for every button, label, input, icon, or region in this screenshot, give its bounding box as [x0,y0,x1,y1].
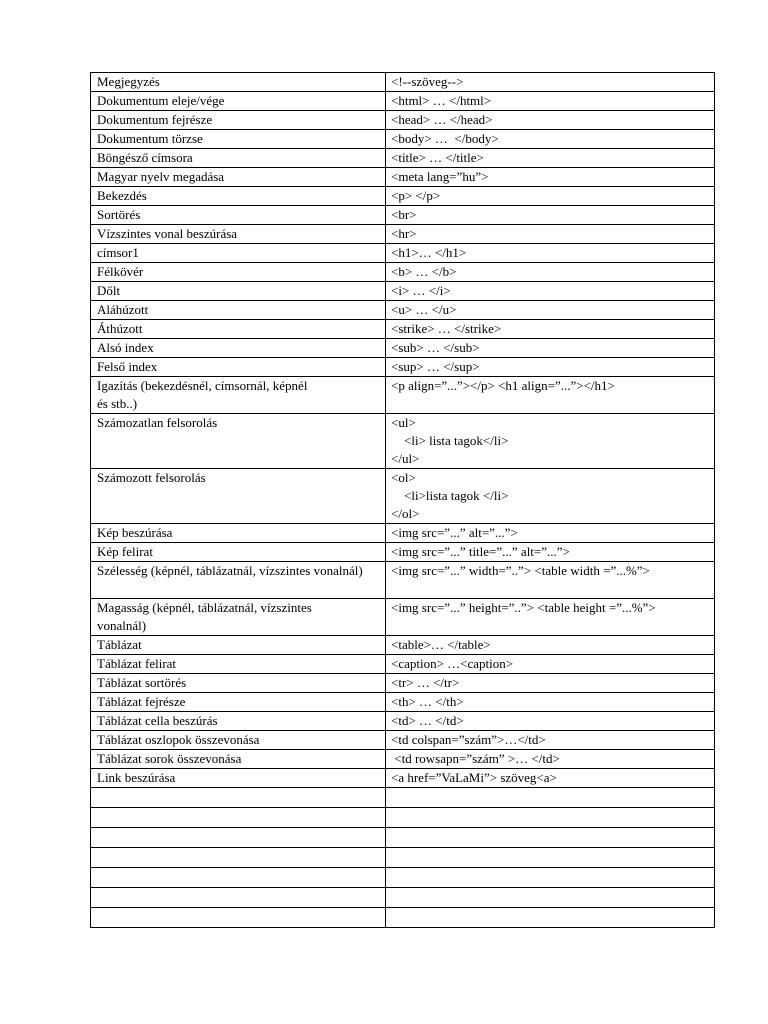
table-row [91,282,715,301]
html-tag-cell: <b> … </b> [386,263,715,282]
table-row [91,301,715,320]
table-row [91,543,715,562]
element-description-cell: Dőlt [91,282,386,301]
element-description-cell: Táblázat felirat [91,655,386,674]
html-tag-cell: <p align=”...”></p> <h1 align=”...”></h1> [386,377,715,414]
html-tag-cell: <hr> [386,225,715,244]
table-row [91,693,715,712]
element-description-cell: Magyar nyelv megadása [91,168,386,187]
html-tag-cell: <meta lang=”hu”> [386,168,715,187]
html-tag-cell: <p> </p> [386,187,715,206]
element-description-cell: Link beszúrása [91,769,386,788]
element-description-cell: Dokumentum eleje/vége [91,92,386,111]
html-tag-reference-table [90,72,715,928]
element-description-cell [91,888,386,908]
table-row [91,655,715,674]
element-description-cell: Igazítás (bekezdésnél, címsornál, képnél és stb..) [91,377,386,414]
element-description-cell: Aláhúzott [91,301,386,320]
element-description-cell: Szélesség (képnél, táblázatnál, vízszintes vonalnál) [91,562,386,599]
table-row [91,469,715,524]
table-row [91,712,715,731]
table-row [91,339,715,358]
element-description-cell: Sortörés [91,206,386,225]
element-description-cell: Áthúzott [91,320,386,339]
html-tag-cell [386,788,715,808]
table-body [91,73,715,928]
element-description-cell: Félkövér [91,263,386,282]
html-tag-cell: <title> … </title> [386,149,715,168]
element-description-cell: Táblázat sorok összevonása [91,750,386,769]
html-tag-cell: <ol> <li>lista tagok </li> </ol> [386,469,715,524]
table-row [91,206,715,225]
table-row [91,636,715,655]
element-description-cell: Táblázat cella beszúrás [91,712,386,731]
html-tag-cell [386,848,715,868]
element-description-cell: Táblázat [91,636,386,655]
html-tag-cell: <strike> … </strike> [386,320,715,339]
table-row [91,769,715,788]
html-tag-cell [386,868,715,888]
html-tag-cell: <sub> … </sub> [386,339,715,358]
table-row [91,263,715,282]
table-row [91,377,715,414]
element-description-cell: Böngésző címsora [91,149,386,168]
element-description-cell: Kép beszúrása [91,524,386,543]
table-row-empty [91,788,715,808]
html-tag-cell: <body> … </body> [386,130,715,149]
html-tag-cell: <td colspan=”szám”>…</td> [386,731,715,750]
element-description-cell: Dokumentum fejrésze [91,111,386,130]
element-description-cell: Felső index [91,358,386,377]
html-tag-cell: <img src=”...” title=”...” alt=”...”> [386,543,715,562]
html-tag-cell: <html> … </html> [386,92,715,111]
table-row [91,358,715,377]
element-description-cell [91,828,386,848]
element-description-cell [91,788,386,808]
table-row [91,149,715,168]
element-description-cell: Táblázat oszlopok összevonása [91,731,386,750]
element-description-cell: Dokumentum törzse [91,130,386,149]
table-row [91,73,715,92]
element-description-cell: címsor1 [91,244,386,263]
html-tag-cell: <ul> <li> lista tagok</li> </ul> [386,414,715,469]
html-tag-cell: <img src=”...” alt=”...”> [386,524,715,543]
element-description-cell: Alsó index [91,339,386,358]
html-tag-cell [386,908,715,928]
table-row [91,599,715,636]
table-row [91,92,715,111]
table-row-empty [91,908,715,928]
html-tag-cell: <h1>… </h1> [386,244,715,263]
element-description-cell: Számozatlan felsorolás [91,414,386,469]
table-row [91,320,715,339]
element-description-cell [91,868,386,888]
element-description-cell: Megjegyzés [91,73,386,92]
html-tag-cell: <head> … </head> [386,111,715,130]
table-row [91,750,715,769]
html-tag-cell: <a href=”VaLaMi”> szöveg<a> [386,769,715,788]
html-tag-cell: <sup> … </sup> [386,358,715,377]
table-row-empty [91,828,715,848]
html-tag-cell: <td rowsapn=”szám” >… </td> [386,750,715,769]
html-tag-cell: <tr> … </tr> [386,674,715,693]
html-tag-cell: <table>… </table> [386,636,715,655]
element-description-cell: Magasság (képnél, táblázatnál, vízszintes vonalnál) [91,599,386,636]
table-row [91,562,715,599]
table-row [91,225,715,244]
element-description-cell: Bekezdés [91,187,386,206]
html-tag-cell: <i> … </i> [386,282,715,301]
table-row [91,187,715,206]
html-tag-cell: <caption> …<caption> [386,655,715,674]
html-tag-cell: <img src=”...” height=”..”> <table height =”...%”> [386,599,715,636]
table-row [91,674,715,693]
html-tag-cell [386,888,715,908]
html-tag-cell: <th> … </th> [386,693,715,712]
html-tag-cell: <u> … </u> [386,301,715,320]
table-row [91,130,715,149]
element-description-cell: Táblázat sortörés [91,674,386,693]
element-description-cell [91,848,386,868]
table-row [91,244,715,263]
html-tag-cell: <!--szöveg--> [386,73,715,92]
element-description-cell [91,908,386,928]
element-description-cell: Táblázat fejrésze [91,693,386,712]
table-row [91,731,715,750]
table-row-empty [91,808,715,828]
element-description-cell: Kép felirat [91,543,386,562]
table-row-empty [91,868,715,888]
element-description-cell: Számozott felsorolás [91,469,386,524]
html-tag-cell [386,808,715,828]
table-row [91,111,715,130]
table-row [91,168,715,187]
table-row-empty [91,848,715,868]
html-tag-cell: <br> [386,206,715,225]
html-tag-cell [386,828,715,848]
element-description-cell: Vízszintes vonal beszúrása [91,225,386,244]
html-tag-cell: <img src=”...” width=”..”> <table width =”...%”> [386,562,715,599]
table-row [91,524,715,543]
html-tag-cell: <td> … </td> [386,712,715,731]
table-row-empty [91,888,715,908]
element-description-cell [91,808,386,828]
table-row [91,414,715,469]
